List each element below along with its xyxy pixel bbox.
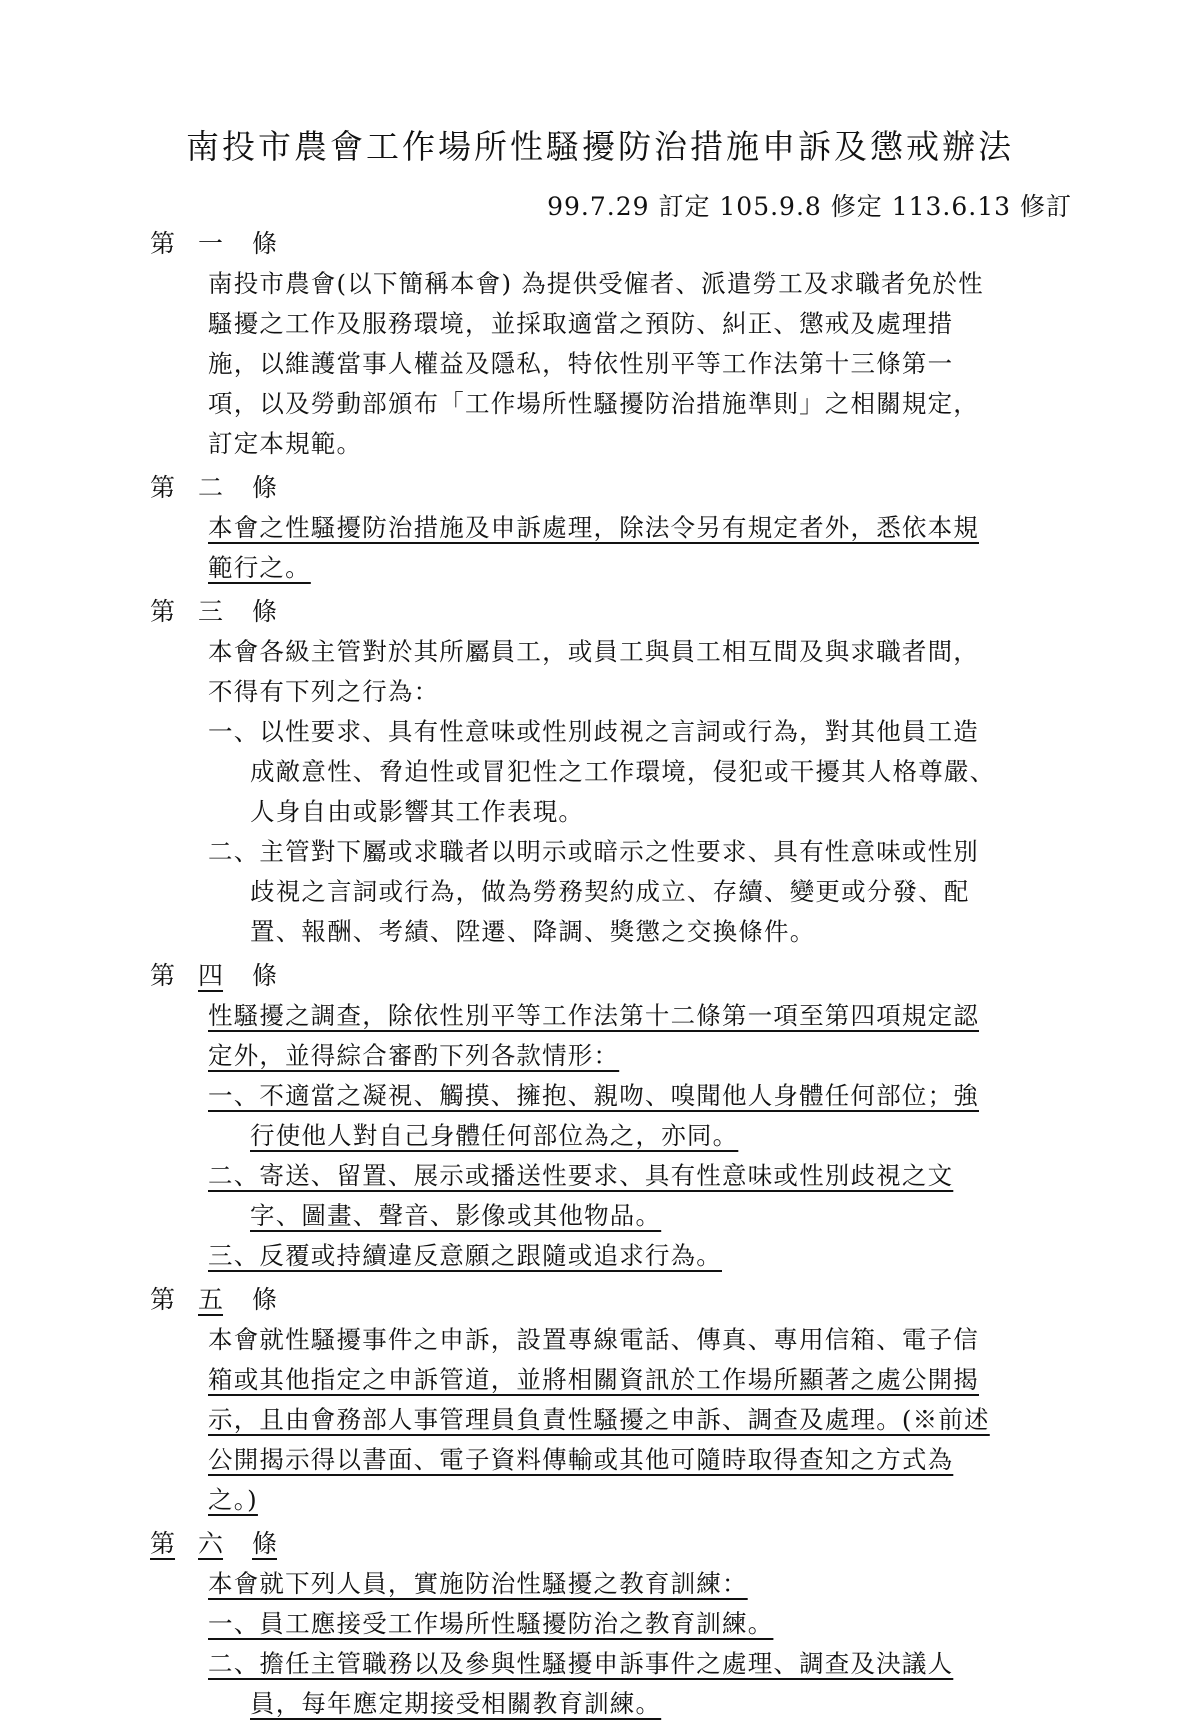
paragraph-line: 項，以及勞動部頒布「工作場所性騷擾防治措施準則」之相關規定， bbox=[208, 389, 979, 418]
paragraph-line: 本會就性騷擾事件之申訴，設置專線電話、傳真、專用信箱、電子信 bbox=[208, 1325, 979, 1354]
paragraph-line: 騷擾之工作及服務環境，並採取適當之預防、糾正、懲戒及處理措 bbox=[208, 309, 954, 338]
article-4 bbox=[0, 956, 1200, 1276]
paragraph-line: 施，以維護當事人權益及隱私，特依性別平等工作法第十三條第一 bbox=[208, 349, 954, 378]
paragraph-line: 範行之。 bbox=[208, 553, 311, 582]
paragraph-line: 性騷擾之調查，除依性別平等工作法第十二條第一項至第四項規定認 bbox=[208, 1001, 979, 1030]
paragraph-line: 本會之性騷擾防治措施及申訴處理，除法令另有規定者外，悉依本規 bbox=[208, 513, 979, 542]
paragraph-line: 定外，並得綜合審酌下列各款情形： bbox=[208, 1041, 620, 1070]
document-body bbox=[0, 224, 1200, 1724]
article-2 bbox=[0, 468, 1200, 588]
article-6 bbox=[0, 1524, 1200, 1724]
list-item: 一、以性要求、具有性意味或性別歧視之言詞或行為，對其他員工造 bbox=[208, 717, 979, 746]
article-5 bbox=[0, 1280, 1200, 1520]
paragraph-line: 之。) bbox=[208, 1485, 258, 1514]
paragraph-line: 公開揭示得以書面、電子資料傳輸或其他可隨時取得查知之方式為 bbox=[208, 1445, 954, 1474]
paragraph-line: 不得有下列之行為： bbox=[208, 677, 440, 706]
list-item-continuation: 字、圖畫、聲音、影像或其他物品。 bbox=[250, 1201, 662, 1230]
list-item-continuation: 置、報酬、考績、陞遷、降調、獎懲之交換條件。 bbox=[250, 917, 816, 946]
paragraph-line: 本會就下列人員，實施防治性騷擾之教育訓練： bbox=[208, 1569, 748, 1598]
list-item: 一、不適當之凝視、觸摸、擁抱、親吻、嗅聞他人身體任何部位；強 bbox=[208, 1081, 979, 1110]
article-heading: 第 一 條 bbox=[150, 229, 278, 258]
list-item-continuation: 成敵意性、脅迫性或冒犯性之工作環境，侵犯或干擾其人格尊嚴、 bbox=[250, 757, 996, 786]
document-title: 南投市農會工作場所性騷擾防治措施申訴及懲戒辦法 bbox=[186, 127, 1014, 166]
revision-dates: 99.7.29 訂定 105.9.8 修定 113.6.13 修訂 bbox=[547, 192, 1072, 221]
list-item: 一、員工應接受工作場所性騷擾防治之教育訓練。 bbox=[208, 1609, 774, 1638]
list-item-continuation: 歧視之言詞或行為，做為勞務契約成立、存續、變更或分發、配 bbox=[250, 877, 970, 906]
list-item: 三、反覆或持續違反意願之跟隨或追求行為。 bbox=[208, 1241, 722, 1270]
paragraph-line: 箱或其他指定之申訴管道，並將相關資訊於工作場所顯著之處公開揭 bbox=[208, 1365, 979, 1394]
list-item: 二、主管對下屬或求職者以明示或暗示之性要求、具有性意味或性別 bbox=[208, 837, 979, 866]
article-3 bbox=[0, 592, 1200, 952]
list-item-continuation: 員，每年應定期接受相關教育訓練。 bbox=[250, 1689, 662, 1718]
list-item: 二、擔任主管職務以及參與性騷擾申訴事件之處理、調查及決議人 bbox=[208, 1649, 954, 1678]
article-heading: 第 六 條 bbox=[150, 1529, 278, 1558]
paragraph-line: 訂定本規範。 bbox=[208, 429, 363, 458]
list-item-continuation: 人身自由或影響其工作表現。 bbox=[250, 797, 585, 826]
paragraph-line: 示，且由會務部人事管理員負責性騷擾之申訴、調查及處理。(※前述 bbox=[208, 1405, 990, 1434]
article-heading: 第 五 條 bbox=[150, 1285, 278, 1314]
list-item-continuation: 行使他人對自己身體任何部位為之，亦同。 bbox=[250, 1121, 739, 1150]
paragraph-line: 南投市農會(以下簡稱本會) 為提供受僱者、派遣勞工及求職者免於性 bbox=[208, 269, 984, 298]
article-heading: 第 四 條 bbox=[150, 961, 278, 990]
list-item: 二、寄送、留置、展示或播送性要求、具有性意味或性別歧視之文 bbox=[208, 1161, 954, 1190]
article-heading: 第 二 條 bbox=[150, 473, 278, 502]
article-1 bbox=[0, 224, 1200, 464]
paragraph-line: 本會各級主管對於其所屬員工，或員工與員工相互間及與求職者間， bbox=[208, 637, 979, 666]
article-heading: 第 三 條 bbox=[150, 597, 278, 626]
